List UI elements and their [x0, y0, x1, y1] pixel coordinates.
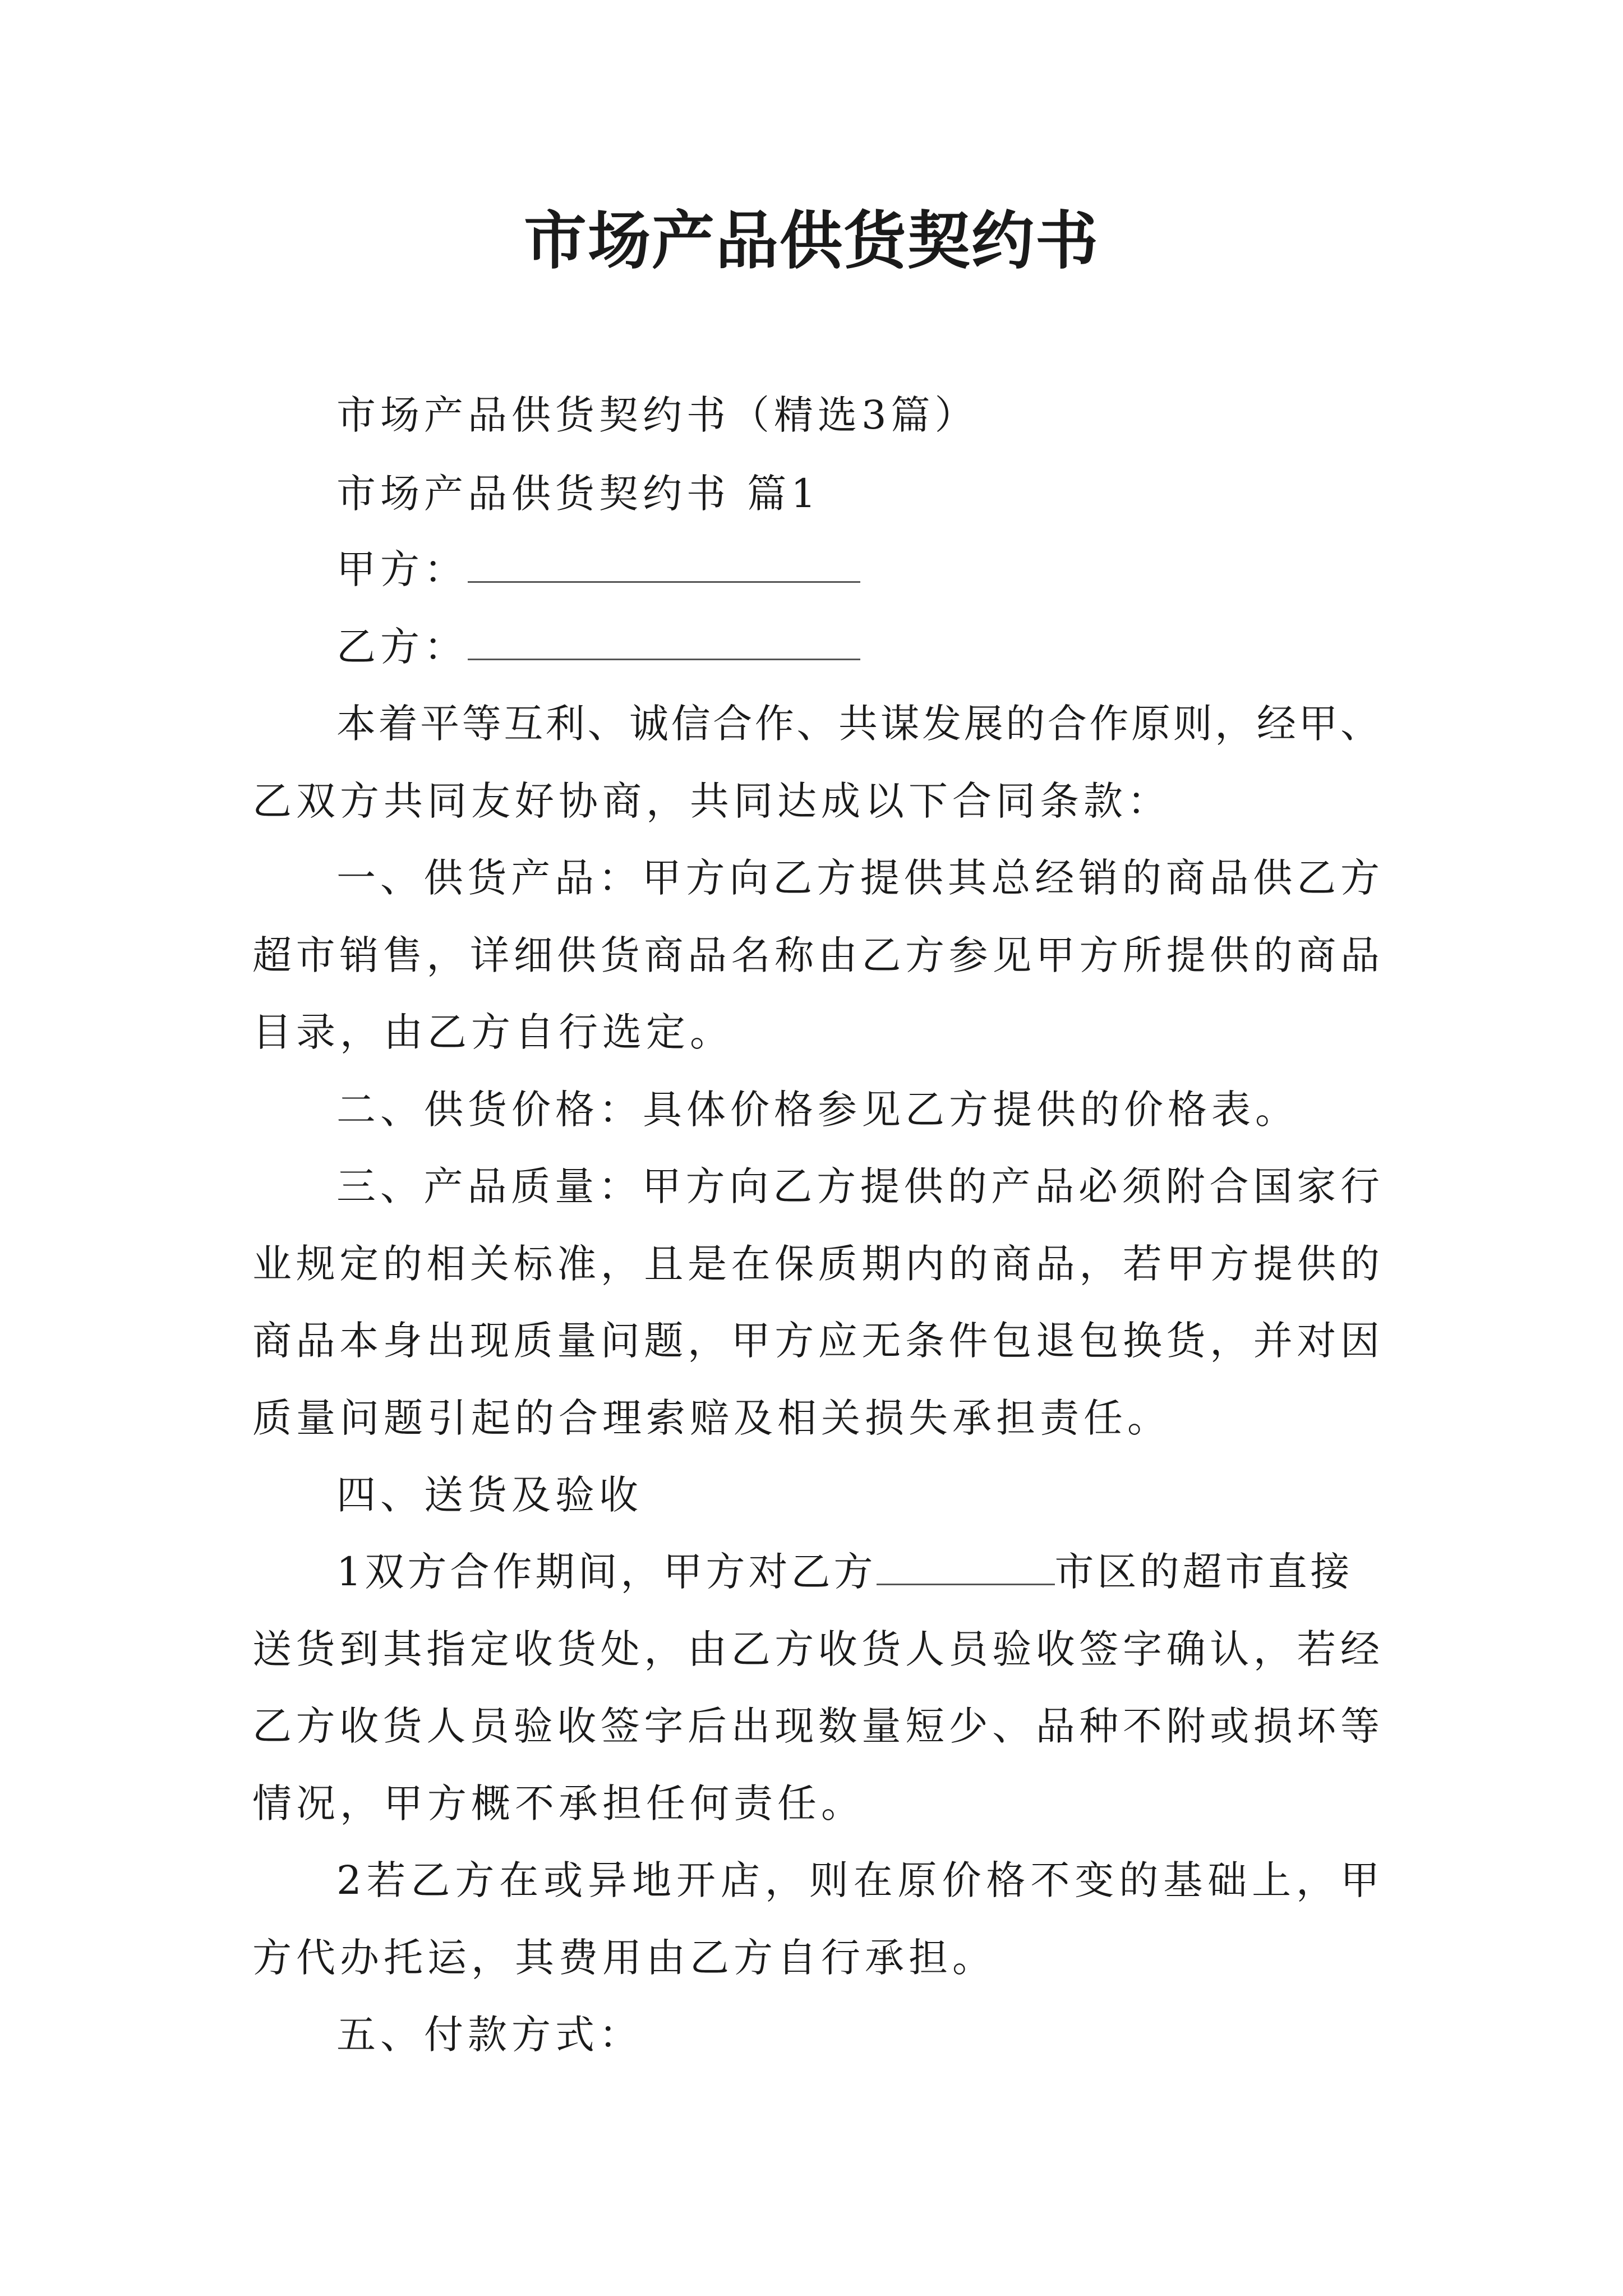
city-blank — [877, 1550, 1055, 1585]
paragraph-line — [336, 1544, 1353, 1600]
subtitle-selection: 市场产品供货契约书（精选3篇） — [336, 392, 979, 438]
paragraph-line: 送货到其指定收货处，由乙方收货人员验收签字确认，若经 — [252, 1626, 1380, 1672]
paragraph-line: 方代办托运，其费用由乙方自行承担。 — [252, 1935, 996, 1981]
paragraph-line: 本着平等互利、诚信合作、共谋发展的合作原则，经甲、 — [336, 701, 1380, 747]
section-heading: 五、付款方式： — [336, 2012, 643, 2058]
paragraph-line: 超市销售，详细供货商品名称由乙方参见甲方所提供的商品 — [252, 932, 1380, 978]
party-a-label: 甲方： — [336, 546, 468, 592]
paragraph-line: 一、供货产品：甲方向乙方提供其总经销的商品供乙方 — [336, 855, 1380, 901]
document-title: 市场产品供货契约书 — [524, 204, 1099, 278]
party-b-line — [336, 619, 860, 675]
party-a-line — [336, 541, 860, 597]
paragraph-line: 目录，由乙方自行选定。 — [252, 1009, 734, 1055]
paragraph-line: 2若乙方在或异地开店，则在原价格不变的基础上，甲 — [336, 1857, 1380, 1903]
paragraph-line: 商品本身出现质量问题，甲方应无条件包退包换货，并对因 — [252, 1318, 1380, 1364]
paragraph-line: 情况，甲方概不承担任何责任。 — [252, 1780, 865, 1826]
paragraph-text: 市区的超市直接 — [1054, 1549, 1353, 1595]
paragraph-line: 三、产品质量：甲方向乙方提供的产品必须附合国家行 — [336, 1163, 1380, 1209]
paragraph-line: 乙双方共同友好协商，共同达成以下合同条款： — [252, 778, 1171, 824]
paragraph-line: 业规定的相关标准，且是在保质期内的商品，若甲方提供的 — [252, 1241, 1380, 1287]
section-heading: 市场产品供货契约书 篇1 — [336, 471, 820, 517]
party-b-blank — [468, 625, 860, 660]
party-b-label: 乙方： — [336, 624, 468, 670]
paragraph-line: 乙方收货人员验收签字后出现数量短少、品种不附或损坏等 — [252, 1703, 1380, 1749]
party-a-blank — [468, 547, 860, 583]
section-heading: 四、送货及验收 — [336, 1472, 643, 1518]
paragraph-line: 二、供货价格：具体价格参见乙方提供的价格表。 — [336, 1087, 1299, 1133]
paragraph-text: 1双方合作期间，甲方对乙方 — [336, 1549, 877, 1595]
paragraph-line: 质量问题引起的合理索赔及相关损失承担责任。 — [252, 1395, 1171, 1441]
